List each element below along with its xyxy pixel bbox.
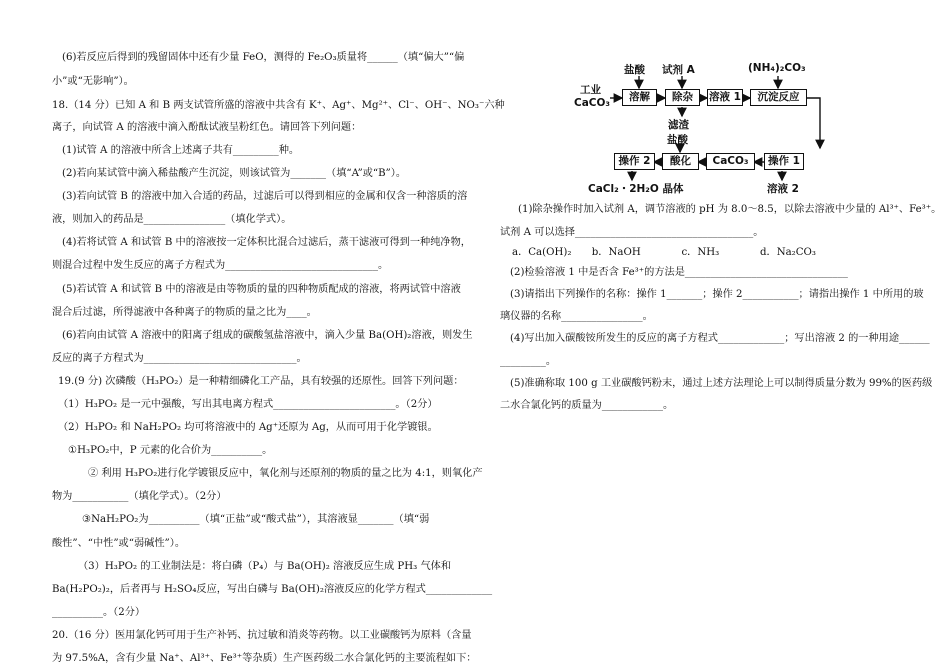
text-line: 离子，向试管 A 的溶液中滴入酚酞试液呈粉红色。请回答下列问题： xyxy=(52,122,362,133)
box-operation-1: 操作 1 xyxy=(764,153,804,170)
text-line: (2)检验溶液 1 中是否含 Fe³⁺的方法是________________________________ xyxy=(510,267,848,278)
text-line: (2)若向某试管中滴入稀盐酸产生沉淀，则该试管为_______（填“A”或“B”）。 xyxy=(62,168,407,179)
text-line: 物为___________（填化学式）。（2分） xyxy=(52,491,227,502)
text-line: (1)除杂操作时加入试剂 A，调节溶液的 pH 为 8.0～8.5，以除去溶液中少量的 Al³⁺、Fe³⁺。 xyxy=(518,204,942,215)
text-line: ② 利用 H₃PO₂进行化学镀银反应中，氧化剂与还原剂的物质的量之比为 4:1，则氧化产 xyxy=(88,468,483,479)
text-line: 二水合氯化钙的质量为____________。 xyxy=(500,400,674,411)
text-line: a．Ca(OH)₂ b．NaOH c．NH₃ d．Na₂CO₃ xyxy=(512,247,816,258)
text-line: (4)若将试管 A 和试管 B 中的溶液按一定体积比混合过滤后，蒸干滤液可得到一种纯净物， xyxy=(62,237,471,248)
text-line: (5)准确称取 100 g 工业碳酸钙粉末，通过上述方法理论上可以制得质量分数为 99%的医药级 xyxy=(510,378,933,389)
text-line: 为 97.5%A，含有少量 Na⁺、Al³⁺、Fe³⁺等杂质）生产医药级二水合氯化钙的主要流程如下： xyxy=(52,653,477,664)
text-line: (6)若向由试管 A 溶液中的阳离子组成的碳酸氢盐溶液中，滴入少量 Ba(OH)₂溶液，则发生 xyxy=(62,330,473,341)
text-line: ①H₃PO₂中，P 元素的化合价为__________。 xyxy=(68,445,273,456)
text-line: (3)若向试管 B 的溶液中加入合适的药品，过滤后可以得到相应的金属和仅含一种溶质的溶 xyxy=(62,191,468,202)
flow-arrows xyxy=(570,58,870,198)
text-line: 18.（14 分）已知 A 和 B 两支试管所盛的溶液中共含有 K⁺、Ag⁺、Mg²⁺、Cl⁻、OH⁻、NO₃⁻六种 xyxy=(52,100,505,111)
text-line: 小”或“无影响”）。 xyxy=(52,76,134,87)
text-line: __________。（2分） xyxy=(52,607,146,618)
text-line: 则混合过程中发生反应的离子方程式为______________________________。 xyxy=(52,260,389,271)
text-line: （2）H₃PO₂ 和 NaH₂PO₂ 均可将溶液中的 Ag⁺还原为 Ag，从而可用于化学镀银。 xyxy=(58,422,438,433)
label-reagent-a: 试剂 A xyxy=(662,64,695,76)
text-line: 试剂 A 可以选择___________________________________。 xyxy=(500,227,764,238)
label-hydrochloric-acid: 盐酸 xyxy=(624,64,645,76)
text-line: 液，则加入的药品是________________（填化学式）。 xyxy=(52,214,292,225)
text-line: （3）H₃PO₂ 的工业制法是：将白磷（P₄）与 Ba(OH)₂ 溶液反应生成 PH₃ 气体和 xyxy=(78,561,452,572)
process-flow-diagram xyxy=(570,58,870,198)
label-filter-residue: 滤渣 xyxy=(668,119,689,131)
text-line: 璃仪器的名称________________。 xyxy=(500,311,653,322)
text-line: 反应的离子方程式为______________________________。 xyxy=(52,353,307,364)
label-ammonium-carbonate: (NH₄)₂CO₃ xyxy=(748,62,806,74)
label-source-caco3: CaCO₃ xyxy=(574,97,611,109)
text-line: (1)试管 A 的溶液中所含上述离子共有_________种。 xyxy=(62,145,300,156)
label-solution-2: 溶液 2 xyxy=(767,183,799,195)
text-line: 20.（16 分）医用氯化钙可用于生产补钙、抗过敏和消炎等药物。以工业碳酸钙为原料（含量 xyxy=(52,630,472,641)
text-line: 混合后过滤，所得滤液中各种离子的物质的量之比为____。 xyxy=(52,307,317,318)
label-product-crystal: CaCl₂・2H₂O 晶体 xyxy=(588,183,684,195)
text-line: （1）H₃PO₂ 是一元中强酸，写出其电离方程式________________________。（2分） xyxy=(58,399,438,410)
text-line: ③NaH₂PO₂为__________（填“正盐”或“酸式盐”），其溶液显_______（填“弱 xyxy=(82,514,430,525)
box-solution-1: 溶液 1 xyxy=(707,89,743,106)
text-line: _________。 xyxy=(500,356,557,367)
box-impurity-removal: 除杂 xyxy=(665,89,700,106)
text-line: Ba(H₂PO₂)₂，后者再与 H₂SO₄反应，写出白磷与 Ba(OH)₂溶液反应的化学方程式_____________ xyxy=(52,584,493,595)
text-line: (4)写出加入碳酸铵所发生的反应的离子方程式_____________；写出溶液 2 的一种用途______ xyxy=(510,333,930,344)
label-source-industrial: 工业 xyxy=(580,84,601,96)
box-acidification: 酸化 xyxy=(662,153,699,170)
text-line: 19.(9 分) 次磷酸（H₃PO₂）是一种精细磷化工产品，具有较强的还原性。回答下列问题： xyxy=(58,376,464,387)
text-line: (5)若试管 A 和试管 B 中的溶液是由等物质的量的四种物质配成的溶液，将两试管中溶液 xyxy=(62,284,461,295)
box-caco3: CaCO₃ xyxy=(706,153,755,170)
text-line: 酸性”、“中性”或“弱碱性”）。 xyxy=(52,538,186,549)
text-line: (6)若反应后得到的残留固体中还有少量 FeO，测得的 Fe₂O₃质量将______（填“偏大”“偏 xyxy=(62,52,465,63)
text-line: (3)请指出下列操作的名称：操作 1_______；操作 2___________；请指出操作 1 中所用的玻 xyxy=(510,289,924,300)
label-hydrochloric-acid-2: 盐酸 xyxy=(667,134,688,146)
box-precipitation-reaction: 沉淀反应 xyxy=(750,89,807,106)
box-operation-2: 操作 2 xyxy=(614,153,655,170)
box-dissolve: 溶解 xyxy=(622,89,657,106)
